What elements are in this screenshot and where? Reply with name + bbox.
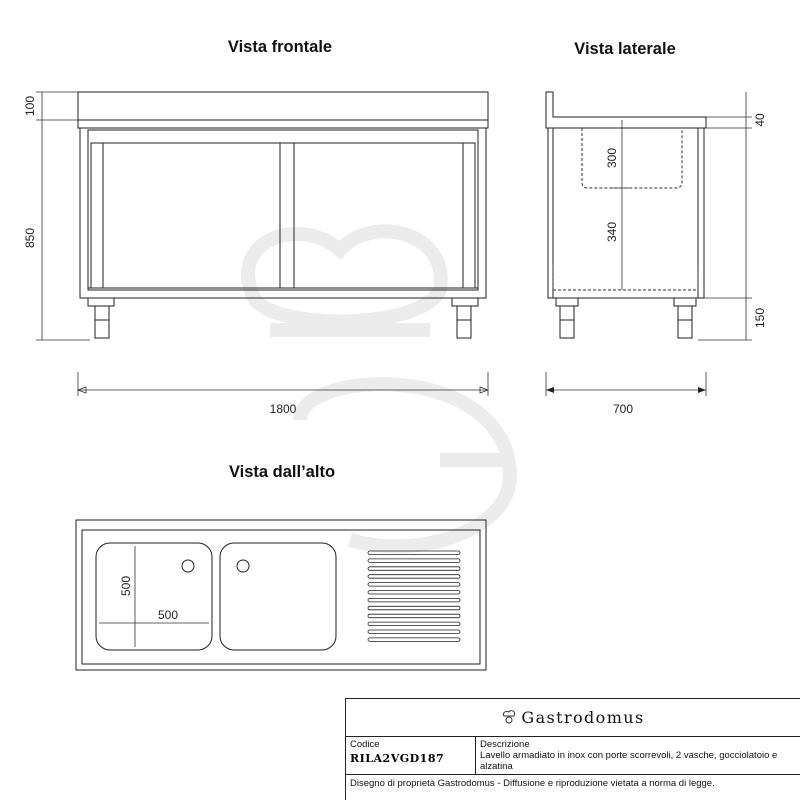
front-worktop	[78, 120, 488, 128]
dim-side-width: 700	[612, 402, 634, 416]
drainer-groove	[368, 614, 460, 618]
drainer-groove	[368, 622, 460, 626]
side-foot-right	[674, 298, 696, 306]
front-cabinet	[80, 128, 486, 298]
side-cabinet	[548, 128, 704, 298]
title-block-description-cell	[476, 737, 800, 775]
title-block-brand	[346, 699, 800, 737]
description-label: Descrizione	[480, 739, 530, 750]
title-block	[345, 698, 800, 800]
dim-side-basin-depth: 300	[605, 147, 619, 169]
top-basin-right	[220, 543, 336, 650]
top-drain-right	[237, 560, 249, 572]
dim-front-height: 850	[23, 227, 37, 249]
description-value: Lavello armadiato in inox con porte scorrevoli, 2 vasche, gocciolatoio e alzatina	[480, 750, 778, 772]
front-view-title: Vista frontale	[227, 38, 333, 56]
dim-top-basin-width: 500	[157, 608, 179, 622]
ownership-notice: Disegno di proprietà Gastrodomus - Diffusione e riproduzione vietata a norma di legge.	[350, 778, 715, 789]
side-foot-left	[556, 298, 578, 306]
drainer-groove	[368, 591, 460, 595]
front-foot-left-leg	[95, 306, 109, 338]
side-foot-left-leg	[560, 306, 574, 338]
dim-front-top: 100	[23, 95, 37, 117]
front-door-center	[280, 143, 294, 288]
drainer-groove	[368, 598, 460, 602]
top-drain-left	[182, 560, 194, 572]
dim-side-inner: 340	[605, 221, 619, 243]
side-upstand	[546, 92, 706, 128]
side-dim-arrow-right	[698, 387, 706, 393]
side-view-title: Vista laterale	[574, 40, 676, 58]
dim-top-basin-depth: 500	[119, 575, 133, 597]
dim-front-width: 1800	[269, 402, 297, 416]
drainer-groove	[368, 606, 460, 610]
top-view-title: Vista dall’alto	[228, 463, 336, 481]
side-view	[546, 92, 767, 416]
top-basin-left	[96, 543, 212, 650]
dim-side-top: 40	[753, 113, 767, 127]
watermark-logo-icon	[248, 231, 510, 546]
code-label: Codice	[350, 739, 380, 750]
side-basin-outline	[582, 128, 682, 188]
code-value: RILA2VGD187	[350, 752, 445, 765]
drainer-groove	[368, 583, 460, 587]
side-foot-right-leg	[678, 306, 692, 338]
top-drainer-grooves	[368, 551, 460, 641]
front-upstand	[78, 92, 488, 120]
drainer-groove	[368, 567, 460, 571]
dim-side-leg: 150	[753, 307, 767, 329]
front-foot-right-leg	[457, 306, 471, 338]
side-dim-arrow-left	[546, 387, 554, 393]
front-door-left	[91, 143, 103, 288]
front-door-right	[463, 143, 475, 288]
brand-name: Gastrodomus	[521, 708, 645, 727]
front-foot-left	[88, 298, 114, 306]
drainer-groove	[368, 630, 460, 634]
drainer-groove	[368, 559, 460, 563]
drainer-groove	[368, 575, 460, 579]
title-block-code-cell	[346, 737, 476, 775]
front-foot-right	[452, 298, 478, 306]
side-bottom-shelf	[553, 265, 698, 290]
chef-hat-logo-icon	[501, 708, 517, 724]
front-frame-inner	[88, 130, 478, 290]
drainer-groove	[368, 638, 460, 642]
